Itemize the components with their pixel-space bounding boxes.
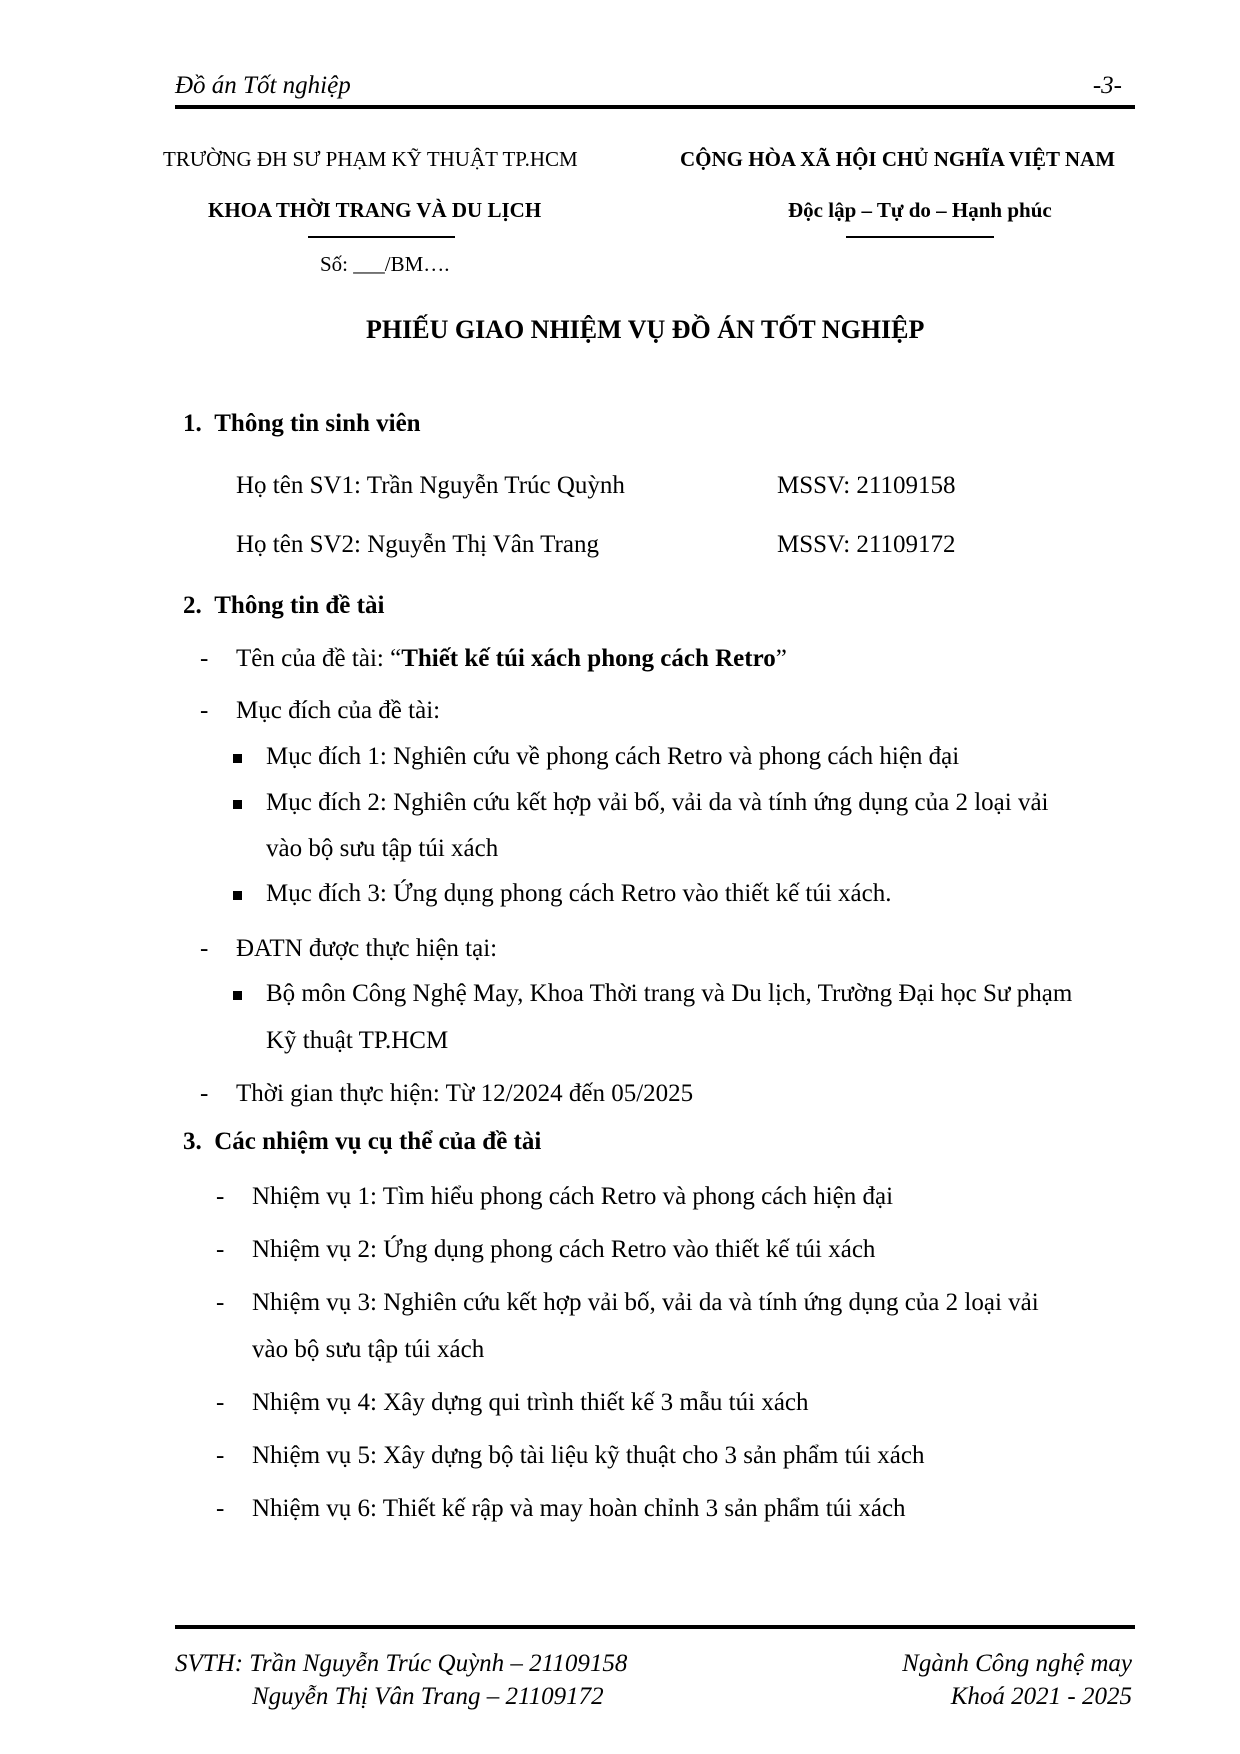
section-3-heading: 3. Các nhiệm vụ cụ thể của đề tài	[183, 1128, 542, 1155]
topic-suffix: ”	[775, 645, 787, 672]
footer-cohort: Khoá 2021 - 2025	[950, 1683, 1132, 1710]
student-2-name: Họ tên SV2: Nguyễn Thị Vân Trang	[236, 531, 599, 558]
section-1-heading: 1. Thông tin sinh viên	[183, 410, 421, 437]
place-label: ĐATN được thực hiện tại:	[236, 935, 498, 962]
purpose-item-continued: vào bộ sưu tập túi xách	[266, 835, 499, 862]
dash-bullet: -	[216, 1183, 225, 1210]
national-motto: Độc lập – Tự do – Hạnh phúc	[788, 198, 1052, 222]
square-bullet	[233, 891, 242, 900]
faculty-underline	[308, 236, 455, 238]
task-item: Nhiệm vụ 1: Tìm hiểu phong cách Retro và phong cách hiện đại	[252, 1183, 894, 1210]
dash-bullet: -	[200, 697, 209, 724]
place-item: Bộ môn Công Nghệ May, Khoa Thời trang và Du lịch, Trường Đại học Sư phạm	[266, 980, 1073, 1007]
square-bullet	[233, 991, 242, 1000]
task-item: Nhiệm vụ 3: Nghiên cứu kết hợp vải bố, vải da và tính ứng dụng của 2 loại vải	[252, 1289, 1039, 1316]
faculty-name: KHOA THỜI TRANG VÀ DU LỊCH	[208, 198, 542, 222]
dash-bullet: -	[216, 1442, 225, 1469]
time-line: Thời gian thực hiện: Từ 12/2024 đến 05/2025	[236, 1080, 694, 1107]
dash-bullet: -	[200, 935, 209, 962]
republic-name: CỘNG HÒA XÃ HỘI CHỦ NGHĨA VIỆT NAM	[680, 147, 1116, 171]
form-title: PHIẾU GIAO NHIỆM VỤ ĐỒ ÁN TỐT NGHIỆP	[366, 315, 925, 344]
task-item: Nhiệm vụ 4: Xây dựng qui trình thiết kế 3 mẫu túi xách	[252, 1389, 809, 1416]
document-number: Số: ___/BM….	[320, 252, 450, 276]
topic-line	[236, 645, 787, 673]
motto-underline	[846, 236, 994, 238]
running-header-title: Đồ án Tốt nghiệp	[175, 72, 351, 99]
task-item: Nhiệm vụ 2: Ứng dụng phong cách Retro vào thiết kế túi xách	[252, 1236, 876, 1263]
dash-bullet: -	[216, 1236, 225, 1263]
footer-major: Ngành Công nghệ may	[902, 1650, 1132, 1677]
footer-student-1: SVTH: Trần Nguyễn Trúc Quỳnh – 21109158	[175, 1650, 628, 1677]
task-item-continued: vào bộ sưu tập túi xách	[252, 1336, 485, 1363]
task-item: Nhiệm vụ 5: Xây dựng bộ tài liệu kỹ thuật cho 3 sản phẩm túi xách	[252, 1442, 925, 1469]
square-bullet	[233, 754, 242, 763]
purpose-item: Mục đích 3: Ứng dụng phong cách Retro vào thiết kế túi xách.	[266, 880, 892, 907]
purpose-item: Mục đích 2: Nghiên cứu kết hợp vải bố, vải da và tính ứng dụng của 2 loại vải	[266, 789, 1049, 816]
dash-bullet: -	[200, 645, 209, 672]
header-rule	[175, 105, 1135, 109]
university-name: TRƯỜNG ĐH SƯ PHẠM KỸ THUẬT TP.HCM	[163, 147, 578, 171]
student-2-id: MSSV: 21109172	[777, 531, 956, 558]
footer-rule	[175, 1625, 1135, 1629]
page-number: -3-	[1092, 72, 1122, 99]
footer-student-2: Nguyễn Thị Vân Trang – 21109172	[252, 1683, 604, 1710]
topic-prefix: Tên của đề tài: “	[236, 645, 402, 672]
purpose-label: Mục đích của đề tài:	[236, 697, 441, 724]
purpose-item: Mục đích 1: Nghiên cứu về phong cách Retro và phong cách hiện đại	[266, 743, 960, 770]
task-item: Nhiệm vụ 6: Thiết kế rập và may hoàn chỉnh 3 sản phẩm túi xách	[252, 1495, 906, 1522]
student-1-id: MSSV: 21109158	[777, 472, 956, 499]
square-bullet	[233, 800, 242, 809]
dash-bullet: -	[216, 1289, 225, 1316]
student-1-name: Họ tên SV1: Trần Nguyễn Trúc Quỳnh	[236, 472, 625, 499]
dash-bullet: -	[216, 1495, 225, 1522]
section-2-heading: 2. Thông tin đề tài	[183, 592, 385, 619]
topic-title: Thiết kế túi xách phong cách Retro	[401, 645, 776, 672]
dash-bullet: -	[216, 1389, 225, 1416]
place-item-continued: Kỹ thuật TP.HCM	[266, 1027, 449, 1054]
dash-bullet: -	[200, 1080, 209, 1107]
